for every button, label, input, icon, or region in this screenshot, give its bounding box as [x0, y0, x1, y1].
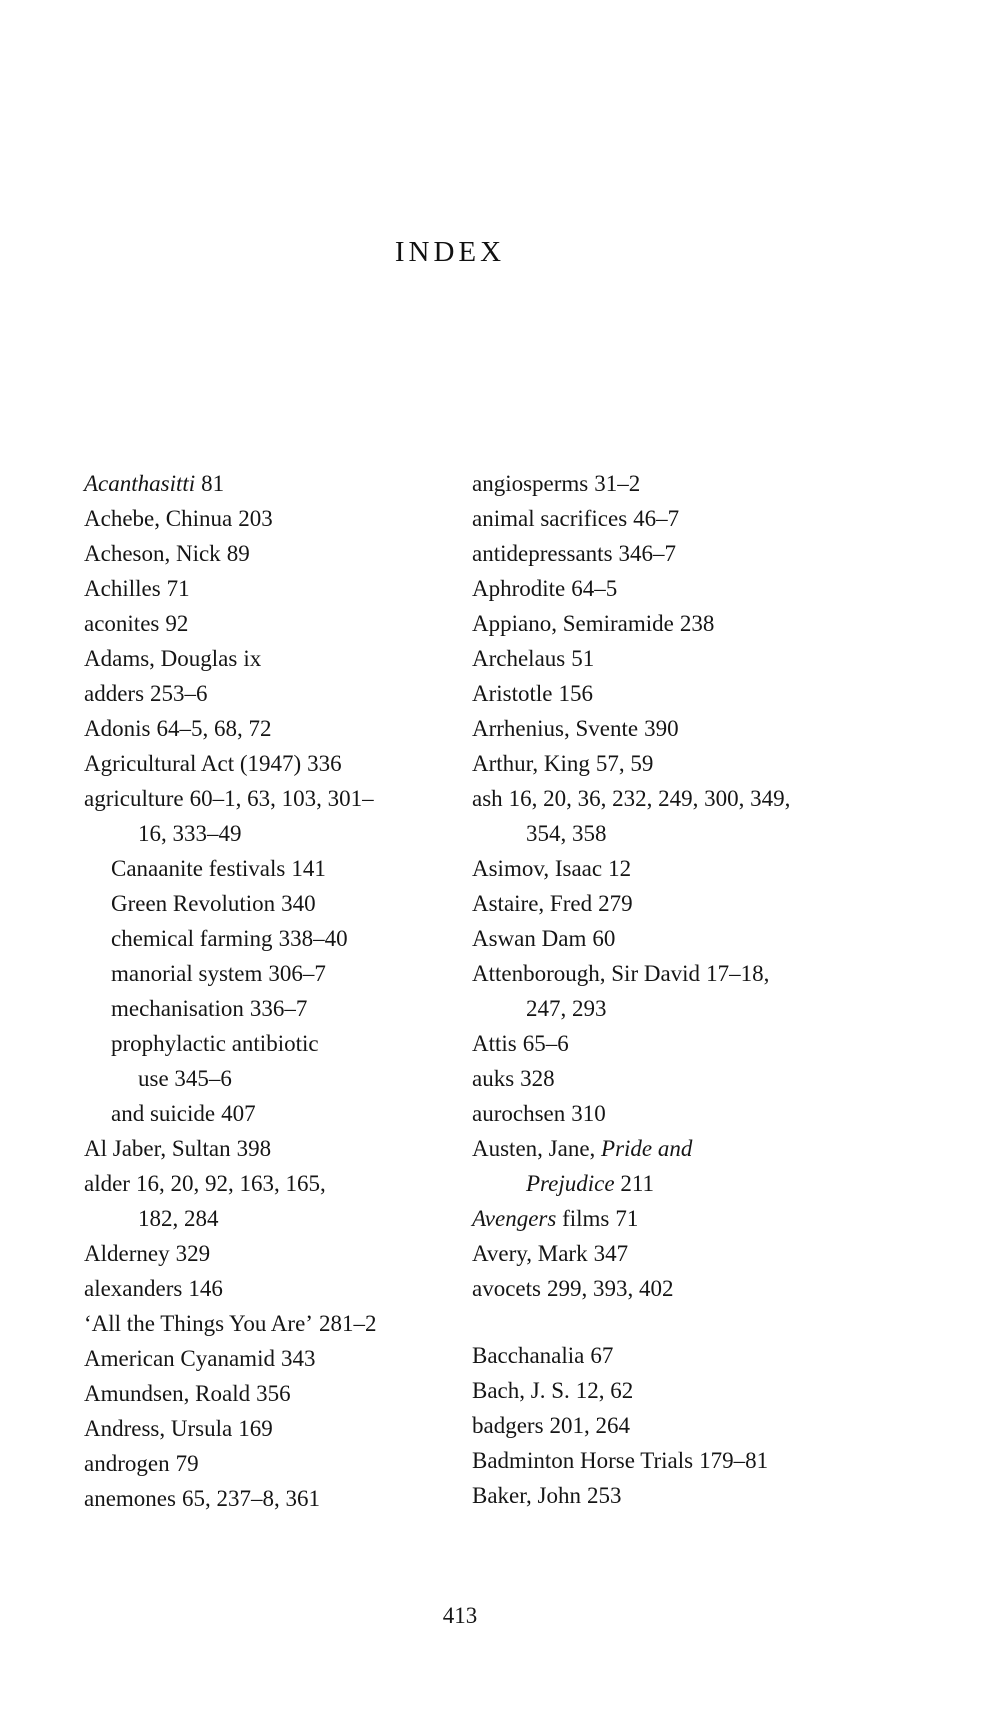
index-column-right — [472, 466, 892, 1513]
index-entry: Al Jaber, Sultan 398 — [84, 1136, 272, 1161]
letter-group-gap — [472, 1306, 892, 1338]
index-subentry: and suicide 407 — [111, 1101, 256, 1126]
index-entry: Adonis 64–5, 68, 72 — [84, 716, 272, 741]
index-entry: Avengers films 71 — [472, 1206, 639, 1231]
index-entry: Acanthasitti 81 — [84, 471, 225, 496]
index-entry: Aphrodite 64–5 — [472, 576, 618, 601]
index-entry: Alderney 329 — [84, 1241, 211, 1266]
index-subentry: Green Revolution 340 — [111, 891, 316, 916]
index-entry: Asimov, Isaac 12 — [472, 856, 632, 881]
index-entry: Appiano, Semiramide 238 — [472, 611, 715, 636]
index-entry: Arrhenius, Svente 390 — [472, 716, 679, 741]
index-entry: anemones 65, 237–8, 361 — [84, 1486, 320, 1511]
index-entry: Archelaus 51 — [472, 646, 595, 671]
index-entry: ash 16, 20, 36, 232, 249, 300, 349, 354, 358 — [472, 786, 791, 846]
index-entry: Arthur, King 57, 59 — [472, 751, 654, 776]
index-entry: Adams, Douglas ix — [84, 646, 262, 671]
index-entry: Aswan Dam 60 — [472, 926, 616, 951]
index-entry: Avery, Mark 347 — [472, 1241, 629, 1266]
index-entry: Baker, John 253 — [472, 1483, 622, 1508]
index-entry: agriculture 60–1, 63, 103, 301– 16, 333–49 — [84, 786, 374, 846]
index-subentry: mechanisation 336–7 — [111, 996, 308, 1021]
index-entry: auks 328 — [472, 1066, 555, 1091]
page-title: INDEX — [394, 236, 506, 268]
index-entry: Amundsen, Roald 356 — [84, 1381, 291, 1406]
index-entry: Attenborough, Sir David 17–18, 247, 293 — [472, 961, 770, 1021]
index-entry: Badminton Horse Trials 179–81 — [472, 1448, 769, 1473]
index-entry: Agricultural Act (1947) 336 — [84, 751, 342, 776]
index-subentry: prophylactic antibiotic use 345–6 — [111, 1031, 319, 1091]
index-entry: alder 16, 20, 92, 163, 165, 182, 284 — [84, 1171, 326, 1231]
index-entry: Andress, Ursula 169 — [84, 1416, 273, 1441]
index-entry: Aristotle 156 — [472, 681, 593, 706]
index-entry: adders 253–6 — [84, 681, 208, 706]
index-entry: antidepressants 346–7 — [472, 541, 677, 566]
index-entry: aconites 92 — [84, 611, 189, 636]
index-entry: androgen 79 — [84, 1451, 199, 1476]
index-entry: Attis 65–6 — [472, 1031, 569, 1056]
index-entry: animal sacrifices 46–7 — [472, 506, 680, 531]
index-entry: aurochsen 310 — [472, 1101, 606, 1126]
index-entry: Austen, Jane, Pride and Prejudice 211 — [472, 1136, 693, 1196]
index-entry: Bach, J. S. 12, 62 — [472, 1378, 634, 1403]
index-subentry: chemical farming 338–40 — [111, 926, 348, 951]
index-entry: avocets 299, 393, 402 — [472, 1276, 674, 1301]
index-entry: Acheson, Nick 89 — [84, 541, 250, 566]
index-entry: angiosperms 31–2 — [472, 471, 641, 496]
index-column-left — [84, 466, 444, 1516]
index-entry: Achilles 71 — [84, 576, 190, 601]
index-entry: American Cyanamid 343 — [84, 1346, 316, 1371]
index-entry: ‘All the Things You Are’ 281–2 — [84, 1311, 377, 1336]
page-number: 413 — [442, 1603, 478, 1628]
index-subentry: manorial system 306–7 — [111, 961, 326, 986]
index-entry: Astaire, Fred 279 — [472, 891, 633, 916]
index-entry: Achebe, Chinua 203 — [84, 506, 273, 531]
index-entry: alexanders 146 — [84, 1276, 223, 1301]
index-subentry: Canaanite festivals 141 — [111, 856, 326, 881]
index-entry: Bacchanalia 67 — [472, 1343, 614, 1368]
index-entry: badgers 201, 264 — [472, 1413, 631, 1438]
